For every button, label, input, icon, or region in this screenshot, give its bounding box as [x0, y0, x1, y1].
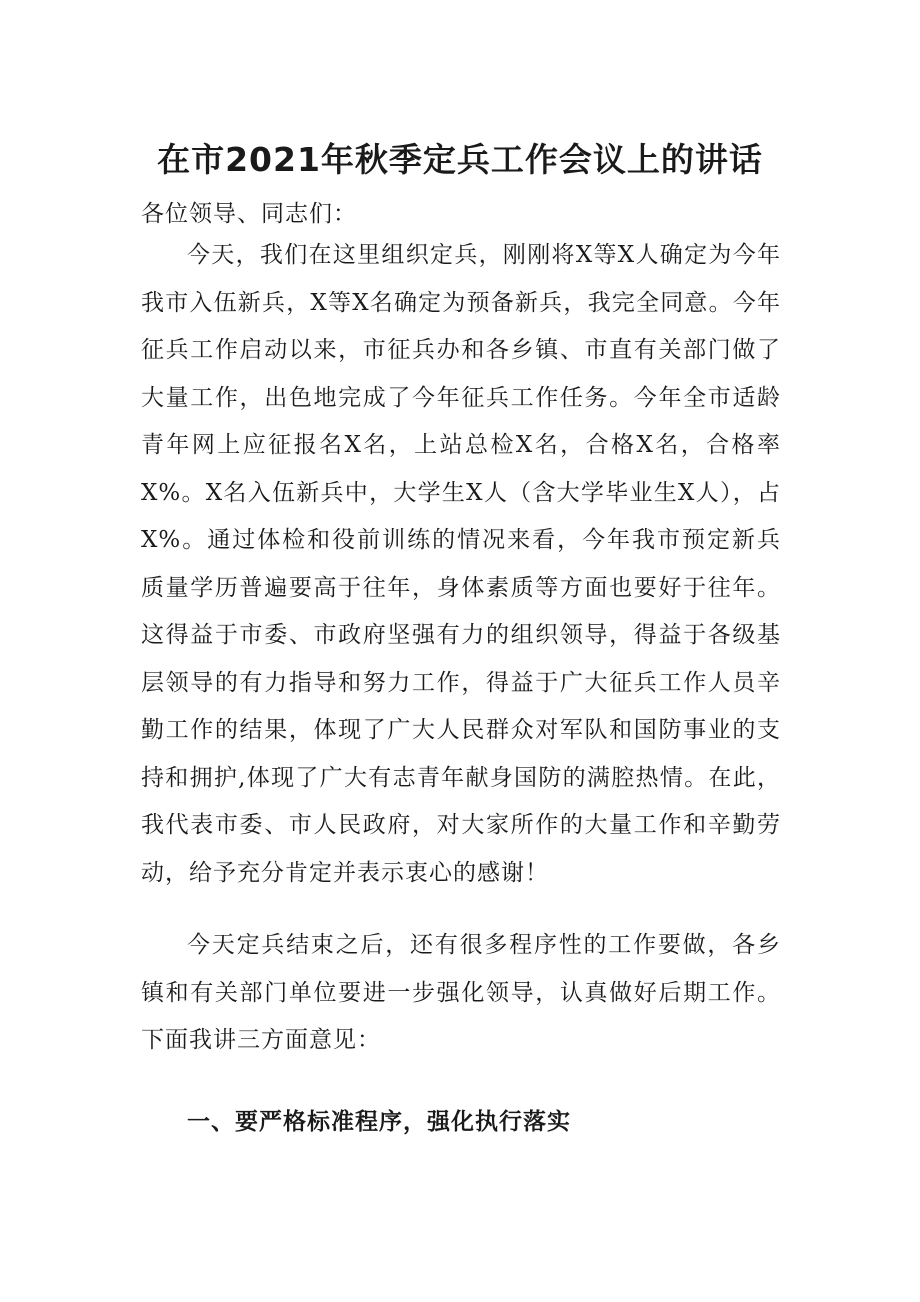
section-heading-1: 一、要严格标准程序，强化执行落实	[187, 1109, 571, 1135]
document-title: 在市2021年秋季定兵工作会议上的讲话	[157, 140, 763, 179]
salutation: 各位领导、同志们：	[141, 201, 357, 227]
paragraph-1: 今天，我们在这里组织定兵，刚刚将X等X人确定为今年我市入伍新兵，X等X名确定为预备新兵，我完全同意。今年征兵工作启动以来，市征兵办和各乡镇、市直有关部门做了大量工作，出色地完成了今年征兵工作任务。今年全市适龄青年网上应征报名X名，上站总检X名，合格X名，合格率X%。X名入伍新兵中，大学生X人（含大学毕业生X人），占X%。通过体检和役前训练的情况来看，今年我市预定新兵质量学历普遍要高于往年，身体素质等方面也要好于往年。这得益于市委、市政府坚强有力的组织领导，得益于各级基层领导的有力指导和努力工作，得益于广大征兵工作人员辛勤工作的结果，体现了广大人民群众对军队和国防事业的支持和拥护,体现了广大有志青年献身国防的满腔热情。在此，我代表市委、市人民政府，对大家所作的大量工作和辛勤劳动，给予充分肯定并表示衷心的感谢！	[141, 242, 781, 886]
paragraph-2: 今天定兵结束之后，还有很多程序性的工作要做，各乡镇和有关部门单位要进一步强化领导，认真做好后期工作。下面我讲三方面意见：	[141, 932, 781, 1053]
